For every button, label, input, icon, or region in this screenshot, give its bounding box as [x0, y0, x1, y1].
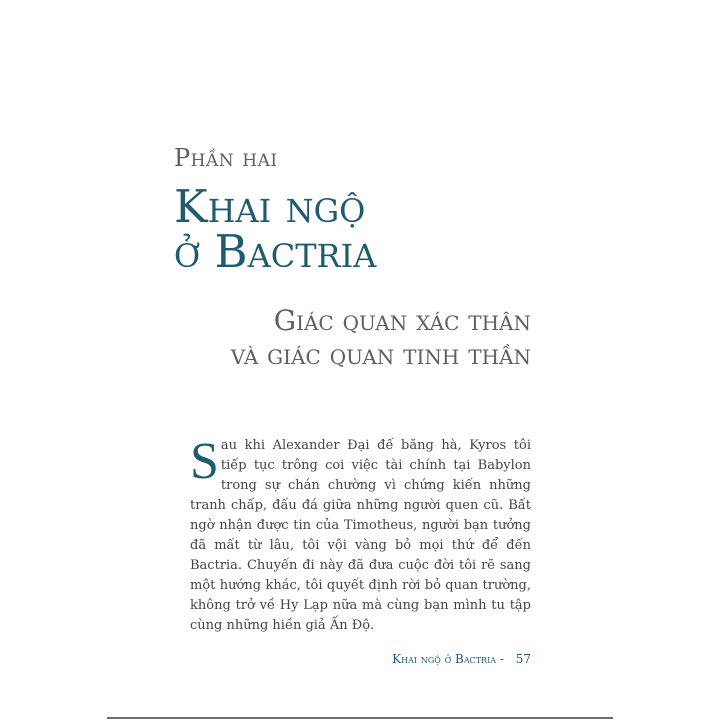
page-number: 57 [515, 652, 531, 666]
page-footer [392, 652, 531, 666]
drop-cap: S [190, 433, 219, 490]
chapter-title [174, 180, 377, 278]
body-paragraph-text: au khi Alexander Đại đế băng hà, Kyros tôi tiếp tục trông coi việc tài chính tại Babylon trong sự chán chường vì chứng kiến những tranh chấp, đấu đá giữa những người quen cũ. Bất ngờ nhận được tin của Timotheus, người bạn tưởng đã mất từ lâu, tôi vội vàng bỏ mọi thứ để đến Bactria. Chuyến đi này đã đưa cuộc đời tôi rẽ sang một hướng khác, tôi quyết định rời bỏ quan trường, không trở về Hy Lạp nữa mà cùng bạn mình tu tập cùng những hiền giả Ấn Độ. [190, 438, 531, 633]
chapter-title-line-1: Khai ngộ [174, 180, 366, 233]
chapter-subtitle-line-2: và giác quan tinh thần [230, 338, 531, 371]
running-title: Khai ngộ ở Bactria - [392, 652, 504, 666]
page-bottom-edge [107, 717, 613, 719]
body-paragraph [190, 433, 531, 636]
chapter-subtitle-line-1: Giác quan xác thân [273, 304, 531, 337]
chapter-subtitle [231, 304, 531, 372]
part-label: Phần hai [174, 144, 278, 172]
chapter-title-line-2: ở Bactria [174, 225, 377, 278]
